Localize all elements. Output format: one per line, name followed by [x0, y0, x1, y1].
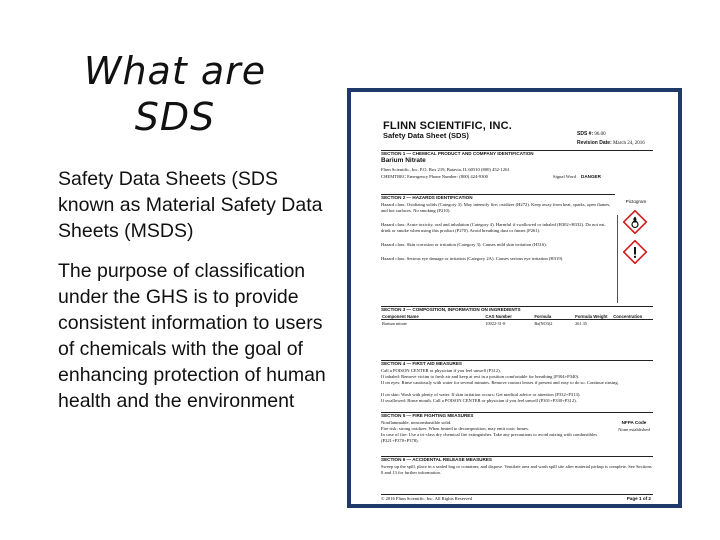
firstaid-skin: If on skin: Wash with plenty of water. If skin irritation occurs: Get medical advice or attention (P332+P313). — [381, 392, 581, 397]
company-line: Flinn Scientific, Inc. P.O. Box 219, Batavia, IL 60510 (800) 452-1261 — [381, 167, 510, 172]
slide-title-line2: SDS — [134, 95, 216, 139]
table-header: Formula Weight — [574, 314, 612, 320]
nfpa-label: NFPA Code — [621, 420, 647, 425]
section5-heading: SECTION 5 — FIRE FIGHTING MEASURES — [381, 412, 653, 418]
slide-title — [60, 48, 290, 140]
revision-date-label: Revision Date: — [577, 140, 612, 146]
body-paragraph-sds-definition: Safety Data Sheets (SDS known as Material Safety Data Sheets (MSDS) — [58, 168, 323, 242]
sds-footer — [381, 494, 653, 502]
fire-risk: Fire risk: strong oxidizer. When heated to decomposition, may emit toxic fumes. — [381, 426, 529, 431]
sds-document-image — [347, 88, 682, 508]
nfpa-value: None established — [618, 427, 650, 432]
footer-page: Page 1 of 2 — [626, 496, 651, 501]
sds-doc-type: Safety Data Sheet (SDS) — [383, 131, 469, 140]
pictogram-label: Pictogram — [625, 199, 647, 204]
revision-date: March 24, 2016 — [612, 141, 645, 146]
section3-heading: SECTION 3 — COMPOSITION, INFORMATION ON INGREDIENTS — [381, 306, 653, 312]
slide-body — [58, 166, 338, 428]
composition-table — [381, 314, 653, 326]
firstaid-call: Call a POISON CENTER or physician if you feel unwell (P312). — [381, 368, 501, 373]
chemtrec-line: CHEMTREC Emergency Phone Number: (800) 424-9300 — [381, 174, 488, 179]
chemical-name: Barium Nitrate — [381, 157, 426, 164]
table-cell: 261.35 — [575, 321, 587, 326]
hazard-acute-toxicity: Hazard class: Acute toxicity, oral and inhalation (Category 4). Harmful if swallowed or inhaled (H302+H332). Do not eat, drink or smoke when using this product (P270). Avoid breathing dust or fumes (P261). — [381, 222, 606, 233]
sds-brand: FLINN SCIENTIFIC, INC. — [383, 120, 513, 132]
hazard-eye: Hazard class: Serious eye damage or irritation (Category 2A). Causes serious eye irritation (H319). — [381, 256, 564, 261]
hazard-oxidizer: Hazard class: Oxidizing solids (Category 3). May intensify fire; oxidizer (H272). Keep away from heat, sparks, open flames, and hot surfaces. No smoking (P210). — [381, 202, 611, 213]
section1-heading: SECTION 1 — CHEMICAL PRODUCT AND COMPANY IDENTIFICATION — [381, 150, 653, 156]
table-cell: 10022-31-8 — [485, 321, 506, 326]
fire-extinguish: In case of fire: Use a tri-class dry chemical fire extinguisher. Take any precautions to avoid mixing with combustibles (P221+P370+P378). — [381, 432, 598, 443]
table-row — [381, 320, 653, 327]
table-header: Concentration — [612, 314, 653, 320]
signal-word: DANGER — [581, 174, 601, 179]
hazard-skin: Hazard class: Skin corrosion or irritation (Category 3). Causes mild skin irritation (H316). — [381, 242, 547, 247]
table-cell — [612, 320, 653, 327]
section2-heading: SECTION 2 — HAZARDS IDENTIFICATION — [381, 194, 615, 200]
table-header: Component Name — [381, 314, 484, 320]
firstaid-eyes: If on eyes: Rinse cautiously with water for several minutes. Remove contact lenses if present and easy to do so. Continue rinsing. — [381, 380, 619, 385]
body-paragraph-ghs-purpose: The purpose of classification under the GHS is to provide consistent information to users of chemicals with the goal of enhancing protection of human health and the environment — [58, 260, 326, 412]
table-cell: Barium nitrate — [382, 321, 407, 326]
sds-header-meta — [577, 130, 657, 148]
slide-title-line1: What are — [83, 49, 267, 93]
firstaid-inhaled: If inhaled: Remove victim to fresh air and keep at rest in a position comfortable for breathing (P304+P340). — [381, 374, 580, 379]
fire-nonflammable: Nonflammable, noncombustible solid. — [381, 420, 452, 425]
section6-heading: SECTION 6 — ACCIDENTAL RELEASE MEASURES — [381, 456, 653, 462]
sds-number-label: SDS #: — [577, 131, 594, 137]
table-header: Formula — [533, 314, 574, 320]
release-measures: Sweep up the spill, place in a sealed bag or container, and dispose. Ventilate area and wash spill site after material pickup is complete. See Sections 8 and 13 for further information. — [381, 464, 652, 475]
sds-number: 96.00 — [594, 132, 606, 137]
section4-heading: SECTION 4 — FIRST AID MEASURES — [381, 360, 653, 366]
exclamation-mark-icon — [623, 240, 647, 264]
table-cell: Ba(NO3)2 — [534, 321, 553, 326]
signal-word-label: Signal Word — [553, 174, 576, 179]
flame-over-circle-icon — [623, 210, 647, 234]
sds-document — [375, 110, 655, 502]
firstaid-swallowed: If swallowed: Rinse mouth. Call a POISON CENTER or physician if you feel unwell (P301+P330+P312). — [381, 398, 577, 403]
table-header: CAS Number — [484, 314, 533, 320]
footer-copyright: © 2016 Flinn Scientific, Inc. All Rights Reserved — [381, 496, 472, 501]
